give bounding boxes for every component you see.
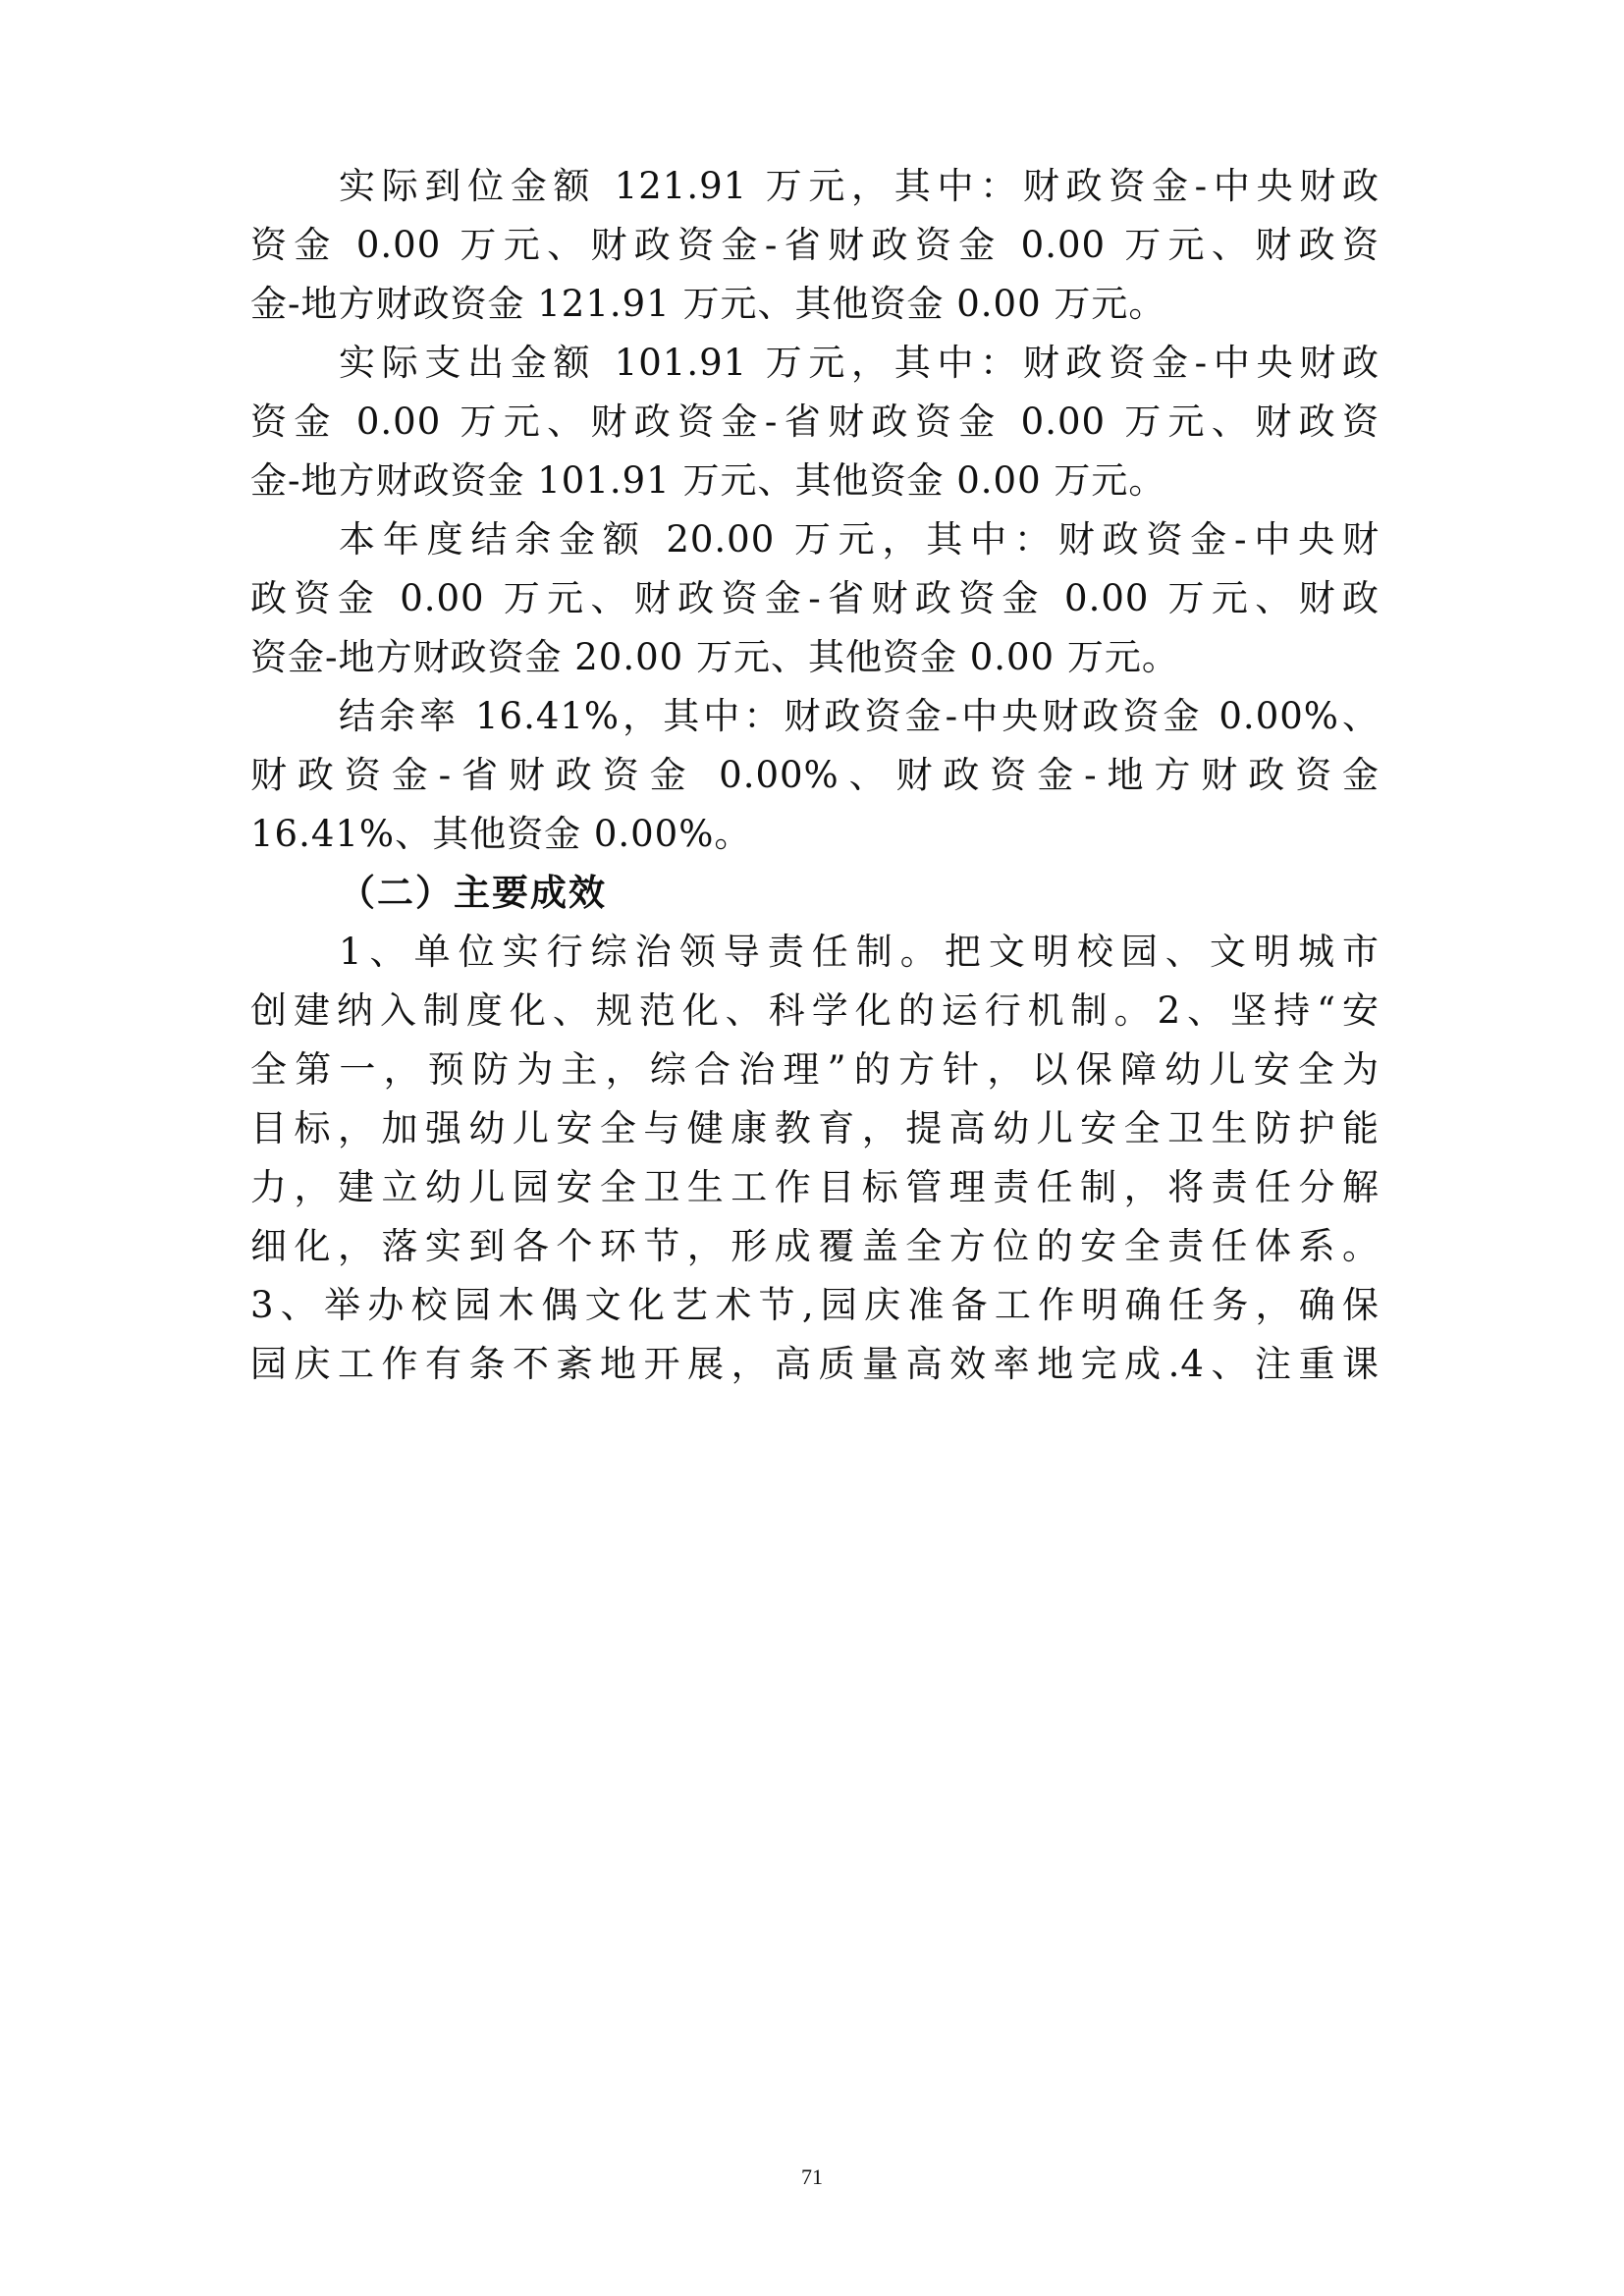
paragraph-line: 实际到位金额 121.91 万元，其中：财政资金-中央财政 bbox=[339, 165, 1380, 207]
paragraph-line: 力，建立幼儿园安全卫生工作目标管理责任制，将责任分解 bbox=[250, 1166, 1380, 1208]
page-number: 71 bbox=[801, 2164, 823, 2189]
paragraph-line: 创建纳入制度化、规范化、科学化的运行机制。2、坚持“安 bbox=[250, 989, 1380, 1032]
paragraph-line: 园庆工作有条不紊地开展，高质量高效率地完成.4、注重课 bbox=[250, 1343, 1380, 1385]
paragraph-line: 3、举办校园木偶文化艺术节,园庆准备工作明确任务，确保 bbox=[250, 1284, 1380, 1326]
paragraph-line: 资金 0.00 万元、财政资金-省财政资金 0.00 万元、财政资 bbox=[250, 224, 1380, 266]
paragraph-line: 本年度结余金额 20.00 万元，其中：财政资金-中央财 bbox=[339, 518, 1380, 561]
paragraph-line: 金-地方财政资金 101.91 万元、其他资金 0.00 万元。 bbox=[250, 459, 1166, 502]
paragraph-line: 目标，加强幼儿安全与健康教育，提高幼儿安全卫生防护能 bbox=[250, 1107, 1380, 1149]
paragraph-line: 资金 0.00 万元、财政资金-省财政资金 0.00 万元、财政资 bbox=[250, 400, 1380, 443]
paragraph-line: 1、单位实行综治领导责任制。把文明校园、文明城市 bbox=[339, 931, 1380, 973]
section-heading: （二）主要成效 bbox=[339, 872, 607, 914]
paragraph-line: 结余率 16.41%，其中：财政资金-中央财政资金 0.00%、 bbox=[339, 695, 1380, 737]
paragraph-line: 16.41%、其他资金 0.00%。 bbox=[250, 813, 752, 855]
paragraph-line: 财政资金-省财政资金 0.00%、财政资金-地方财政资金 bbox=[250, 754, 1380, 796]
paragraph-line: 政资金 0.00 万元、财政资金-省财政资金 0.00 万元、财政 bbox=[250, 577, 1380, 619]
paragraph-line: 全第一，预防为主，综合治理”的方针，以保障幼儿安全为 bbox=[250, 1048, 1380, 1091]
paragraph-line: 实际支出金额 101.91 万元，其中：财政资金-中央财政 bbox=[339, 342, 1380, 384]
paragraph-line: 细化，落实到各个环节，形成覆盖全方位的安全责任体系。 bbox=[250, 1225, 1380, 1267]
paragraph-line: 资金-地方财政资金 20.00 万元、其他资金 0.00 万元。 bbox=[250, 636, 1179, 678]
paragraph-line: 金-地方财政资金 121.91 万元、其他资金 0.00 万元。 bbox=[250, 283, 1166, 325]
